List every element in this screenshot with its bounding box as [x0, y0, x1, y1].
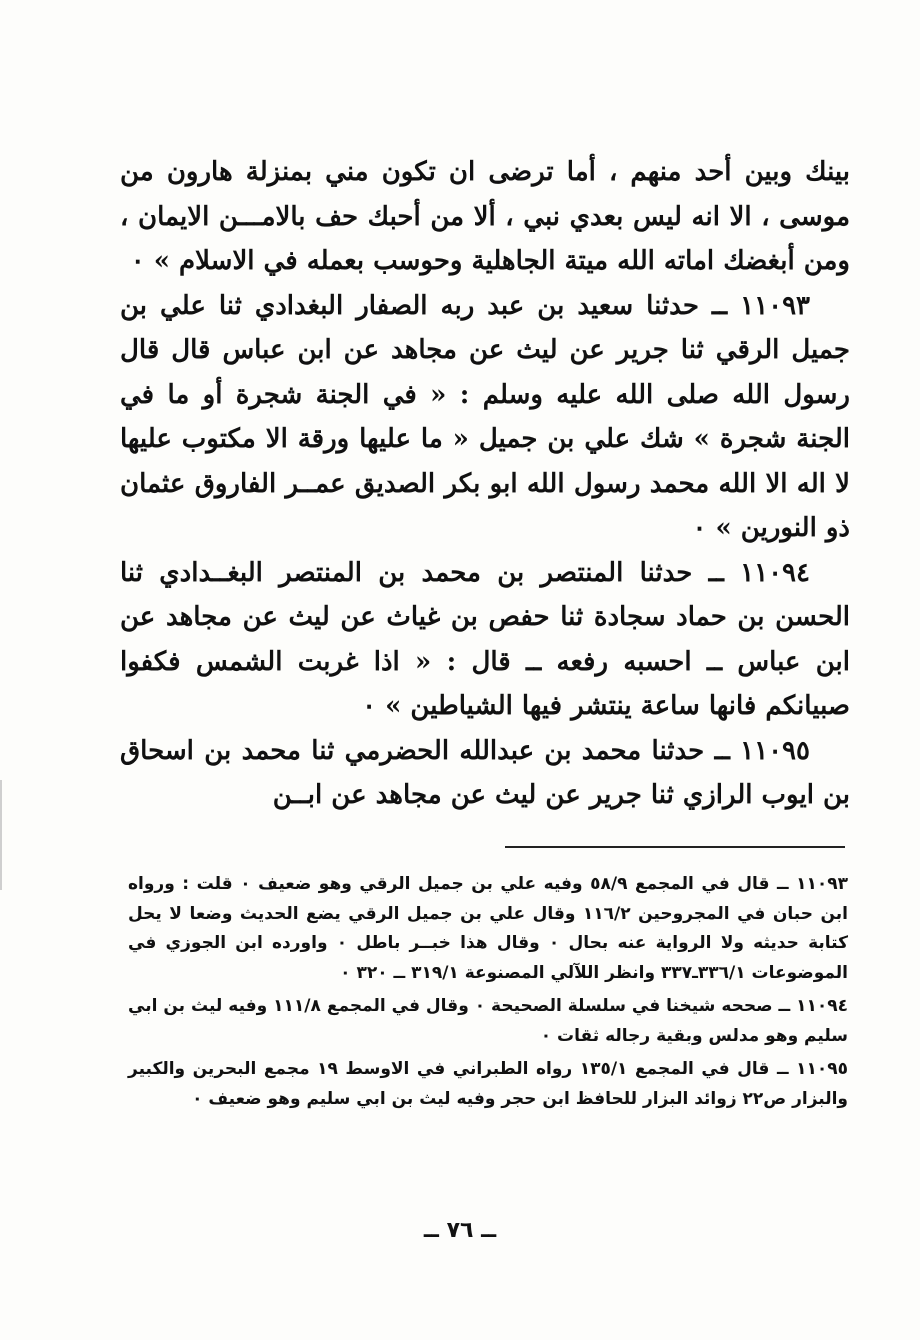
hadith-paragraph — [120, 284, 850, 551]
footnote-text: ــ قال في المجمع ١٣٥/١ رواه الطبراني في الاوسط ١٩ مجمع البحرين والكبير والبزار ص٢٢ زوائد البزار للحافظ ابن حجر وفيه ليث بن ابي سليم وهو ضعيف ٠ — [128, 1059, 848, 1109]
footnote-divider — [505, 846, 845, 848]
hadith-paragraph — [120, 551, 850, 729]
hadith-text: ــ حدثنا سعيد بن عبد ربه الصفار البغدادي ثنا علي بن جميل الرقي ثنا جرير عن ليث عن مجاهد عن ابن عباس قال قال رسول الله صلى الله عليه وسلم : « في الجنة شجرة أو ما في الجنة شجرة » شك علي بن جميل « ما عليها ورقة الا مكتوب عليها لا اله الا الله محمد رسول الله ابو بكر الصديق عمــر الفاروق عثمان ذو النورين » ٠ — [120, 290, 850, 543]
footnote — [128, 870, 848, 988]
footnote-number: ١١٠٩٣ — [796, 874, 849, 894]
continuation-paragraph: بينك وبين أحد منهم ، أما ترضى ان تكون مني بمنزلة هارون من موسى ، الا انه ليس بعدي نبي ، ألا من أحبك حف بالامـــن الايمان ، ومن أبغضك اماته الله ميتة الجاهلية وحوسب بعمله في الاسلام » ٠ — [120, 157, 850, 276]
footnote-text: ــ قال في المجمع ٥٨/٩ وفيه علي بن جميل الرقي وهو ضعيف ٠ قلت : ورواه ابن حبان في المجروحين ١١٦/٢ وقال علي بن جميل الرقي يضع الحديث وضعا لا يحل كتابة حديثه ولا الرواية عنه بحال ٠ وقال هذا خبــر باطل ٠ واورده ابن الجوزي في الموضوعات ٣٣٦/١ـ٣٣٧ وانظر اللآلي المصنوعة ٣١٩/١ ــ ٣٢٠ ٠ — [128, 874, 848, 983]
scan-edge-mark — [0, 780, 2, 890]
hadith-number: ١١٠٩٣ — [740, 290, 810, 321]
hadith-paragraph — [120, 729, 850, 818]
footnote-number: ١١٠٩٥ — [796, 1059, 849, 1079]
hadith-number: ١١٠٩٥ — [740, 735, 810, 766]
hadith-text: ــ حدثنا المنتصر بن محمد بن المنتصر البغــدادي ثنا الحسن بن حماد سجادة ثنا حفص بن غياث عن ليث عن مجاهد عن ابن عباس ــ احسبه رفعه ــ قال : « اذا غربت الشمس فكفوا صبيانكم فانها ساعة ينتشر فيها الشياطين » ٠ — [120, 557, 850, 721]
footnote — [128, 992, 848, 1051]
hadith-number: ١١٠٩٤ — [740, 557, 810, 588]
hadith-text: ــ حدثنا محمد بن عبدالله الحضرمي ثنا محمد بن اسحاق بن ايوب الرازي ثنا جرير عن ليث عن مجاهد عن ابــن — [120, 735, 850, 810]
page-number: ــ ٧٦ ــ — [423, 1218, 497, 1243]
footnotes-section — [128, 870, 848, 1118]
footnote — [128, 1055, 848, 1114]
footnote-text: ــ صححه شيخنا في سلسلة الصحيحة ٠ وقال في المجمع ١١١/٨ وفيه ليث بن ابي سليم وهو مدلس وبقية رجاله ثقات ٠ — [128, 996, 848, 1046]
footnote-number: ١١٠٩٤ — [796, 996, 848, 1016]
main-text-body — [120, 150, 850, 818]
